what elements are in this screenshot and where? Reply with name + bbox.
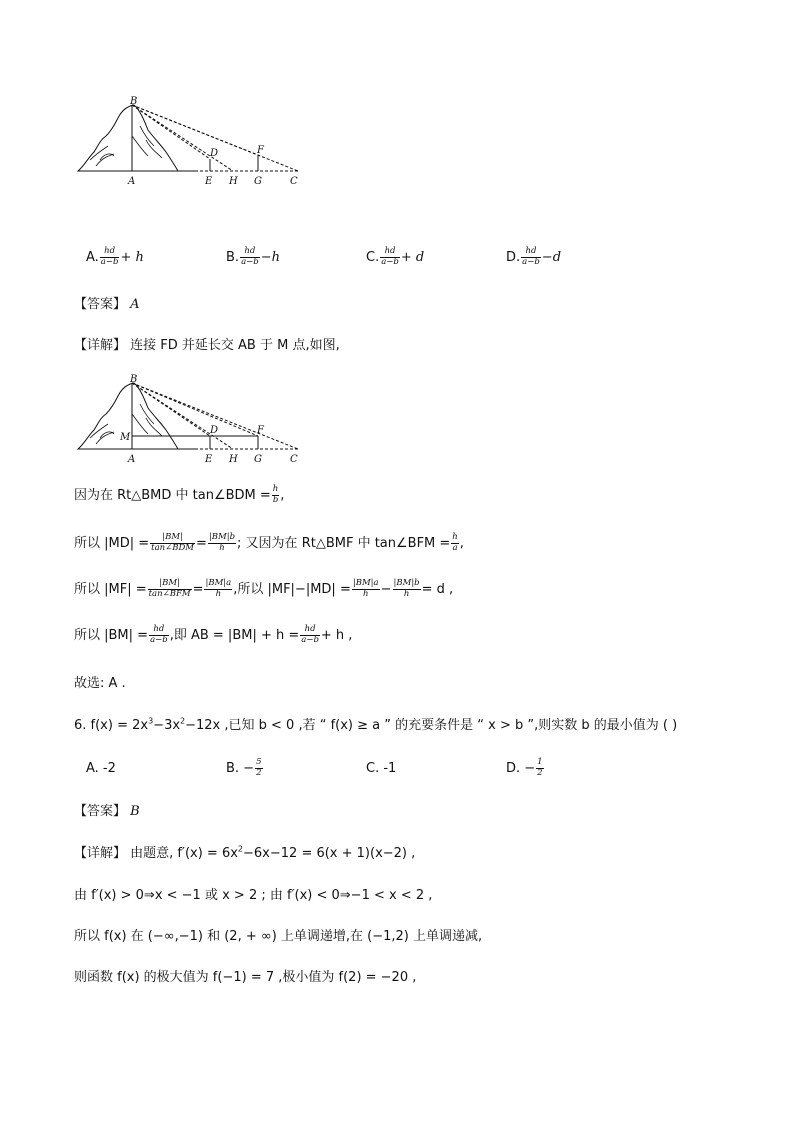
label-F: F: [257, 145, 264, 156]
q6-option-a: A. -2: [86, 761, 116, 776]
label-D: D: [210, 425, 219, 436]
q5-conclusion: 故选: A .: [74, 676, 126, 691]
label-A: A: [128, 176, 136, 187]
q6-detail-line2: 由 f′(x) > 0⇒x < −1 或 x > 2 ; 由 f′(x) < 0⇒−1 < x < 2 ,: [74, 888, 433, 903]
q6-stem: 6. $f(x) = 2x^3-3x^2-12x$ ,已知 b < 0 ,若 “ f(x) ≥ a ” 的充要条件是 “ x > b ”,则实数 b 的最小值为 ( ): [74, 716, 678, 733]
label-F: F: [257, 425, 264, 436]
q6-option-d: D. − $\frac{1}{2}$: [506, 757, 543, 778]
q5-option-c: C. $\frac{hd}{a-b}$ + d: [366, 246, 425, 267]
q5-detail-line1: 【详解】 连接 FD 并延长交 AB 于 M 点,如图,: [74, 338, 340, 353]
q6-detail-line4: 则函数 f(x) 的极大值为 f(−1) = 7 ,极小值为 f(2) = −20 ,: [74, 970, 417, 985]
label-C: C: [290, 176, 298, 187]
q6-detail-line1: 【详解】 由题意, $f'(x) = 6x^2-6x-12 = 6(x + 1)(x-2)$ ,: [74, 844, 416, 861]
label-B: B: [130, 96, 138, 107]
q6-detail-line3: 所以 f(x) 在 (−∞,−1) 和 (2, + ∞) 上单调递增,在 (−1,2) 上单调递减,: [74, 929, 483, 944]
label-B: B: [130, 374, 138, 385]
label-G: G: [254, 454, 262, 465]
figure-mountain-2: [70, 374, 310, 466]
q6-option-c: C. -1: [366, 761, 397, 776]
label-E: E: [205, 176, 213, 187]
label-G: G: [254, 176, 262, 187]
label-C: C: [290, 454, 298, 465]
label-D: D: [210, 148, 219, 159]
q5-option-a: A. $\frac{hd}{a-b}$ + h: [86, 246, 144, 267]
q5-answer: 【答案】 A: [74, 297, 140, 312]
label-M: M: [120, 432, 131, 443]
q5-detail-line4: 所以 |MF| = $\frac{|BM|}{\text{tan∠BFM}}$ = $\frac{|BM|a}{h}$ ,所以 |MF|−|MD| = $\frac{|BM|a}{h}$ − $\frac{|BM|b}{h}$ = d ,: [74, 578, 454, 599]
q5-detail-line5: 所以 |BM| = $\frac{hd}{a-b}$ ,即 AB = |BM| + h = $\frac{hd}{a-b}$ + h ,: [74, 624, 353, 645]
q6-answer: 【答案】 B: [74, 804, 140, 819]
label-E: E: [205, 454, 213, 465]
label-H: H: [229, 176, 238, 187]
q5-detail-line3: 所以 |MD| = $\frac{|BM|}{\text{tan∠BDM}}$ = $\frac{|BM|b}{h}$ ; 又因为在 Rt△BMF 中 tan∠BFM = $\frac{h}{a}$ ,: [74, 532, 464, 553]
q6-option-b: B. − $\frac{5}{2}$: [226, 757, 262, 778]
q5-option-d: D. $\frac{hd}{a-b}$ −d: [506, 246, 562, 267]
q5-detail-line2: 因为在 Rt△BMD 中 tan∠BDM = $\frac{h}{b}$ ,: [74, 484, 285, 505]
figure-mountain-1: [70, 96, 310, 188]
label-A: A: [128, 454, 136, 465]
q5-option-b: B. $\frac{hd}{a-b}$ −h: [226, 246, 280, 267]
label-H: H: [229, 454, 238, 465]
